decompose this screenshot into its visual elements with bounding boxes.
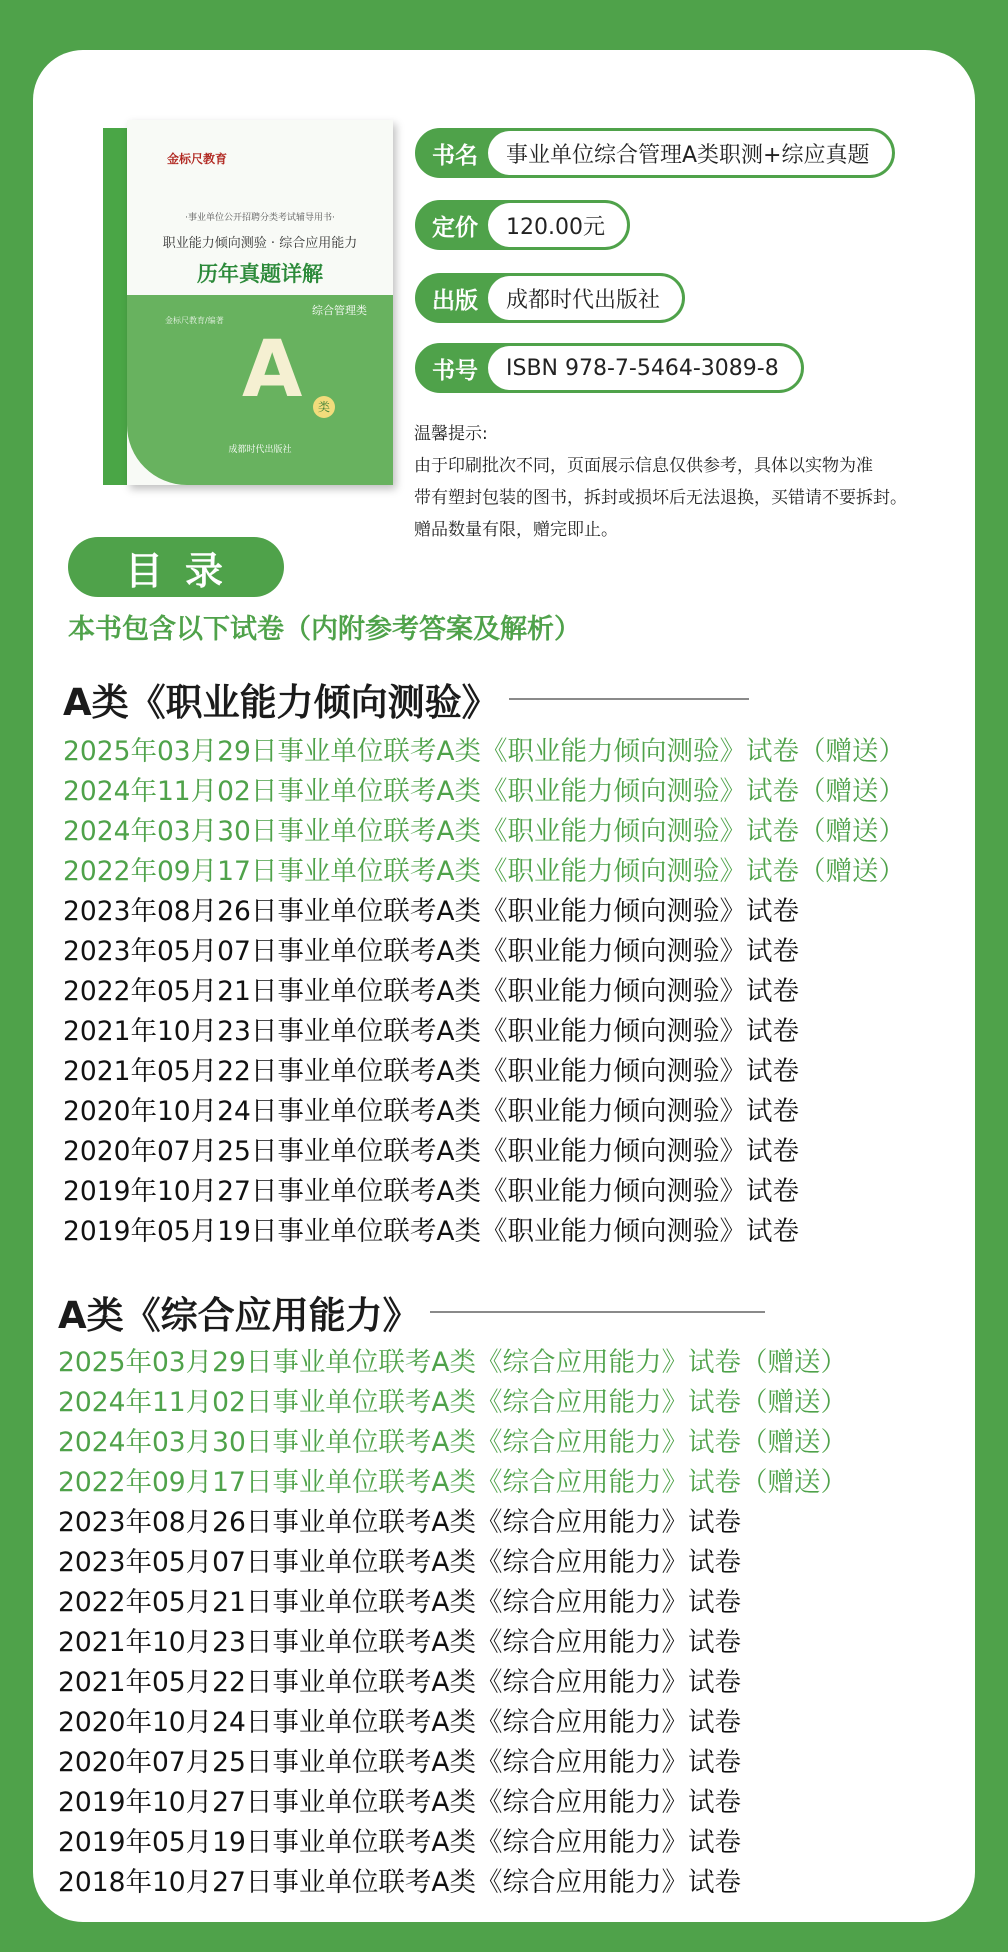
paper-list-item: 2019年05月19日事业单位联考A类《综合应用能力》试卷 [58, 1827, 742, 1858]
book-editor-text: 金标尺教育/编著 [165, 316, 224, 325]
paper-list-aptitude [63, 732, 905, 1252]
book-publisher-text: 成都时代出版社 [228, 445, 292, 455]
info-label: 书号 [432, 357, 478, 384]
notice-line: 带有塑封包装的图书，拆封或损坏后无法退换，买错请不要拆封。 [414, 488, 907, 508]
paper-list-item: 2022年09月17日事业单位联考A类《职业能力倾向测验》试卷（赠送） [63, 856, 906, 887]
book-big-letter: A [242, 325, 303, 415]
paper-list-item: 2023年05月07日事业单位联考A类《综合应用能力》试卷 [58, 1547, 742, 1578]
notice-line: 赠品数量有限，赠完即止。 [414, 520, 618, 540]
book-subject-text: 职业能力倾向测验 · 综合应用能力 [162, 236, 358, 251]
paper-list-item: 2022年09月17日事业单位联考A类《综合应用能力》试卷（赠送） [58, 1467, 848, 1498]
paper-list-item: 2020年10月24日事业单位联考A类《职业能力倾向测验》试卷 [63, 1096, 800, 1127]
paper-list-item: 2019年10月27日事业单位联考A类《职业能力倾向测验》试卷 [63, 1176, 800, 1207]
info-pill [415, 200, 630, 250]
section-heading-comprehensive [58, 1285, 765, 1339]
paper-list-item: 2024年03月30日事业单位联考A类《综合应用能力》试卷（赠送） [58, 1427, 848, 1458]
info-label: 书名 [432, 142, 478, 169]
book-spine [103, 128, 127, 485]
paper-list-item: 2019年05月19日事业单位联考A类《职业能力倾向测验》试卷 [63, 1216, 800, 1247]
section-divider [430, 1311, 765, 1313]
paper-list-item: 2020年07月25日事业单位联考A类《综合应用能力》试卷 [58, 1747, 742, 1778]
paper-list-item: 2024年11月02日事业单位联考A类《综合应用能力》试卷（赠送） [58, 1387, 848, 1418]
notice-line: 由于印刷批次不同，页面展示信息仅供参考，具体以实物为准 [414, 456, 873, 476]
book-front-cover [127, 120, 393, 485]
book-category-text: 综合管理类 [312, 304, 367, 317]
info-pill [415, 343, 804, 393]
paper-list-item: 2021年05月22日事业单位联考A类《综合应用能力》试卷 [58, 1667, 742, 1698]
book-big-letter-suffix: 类 [313, 396, 335, 418]
paper-list-item: 2022年05月21日事业单位联考A类《职业能力倾向测验》试卷 [63, 976, 800, 1007]
info-label: 出版 [432, 287, 478, 314]
paper-list-item: 2023年05月07日事业单位联考A类《职业能力倾向测验》试卷 [63, 936, 800, 967]
paper-list-item: 2023年08月26日事业单位联考A类《职业能力倾向测验》试卷 [63, 896, 800, 927]
paper-list-item: 2024年03月30日事业单位联考A类《职业能力倾向测验》试卷（赠送） [63, 816, 906, 847]
info-value: 事业单位综合管理A类职测+综应真题 [488, 131, 892, 175]
paper-list-item: 2021年10月23日事业单位联考A类《职业能力倾向测验》试卷 [63, 1016, 800, 1047]
section-heading-aptitude [63, 672, 749, 726]
paper-list-item: 2020年07月25日事业单位联考A类《职业能力倾向测验》试卷 [63, 1136, 800, 1167]
paper-list-item: 2024年11月02日事业单位联考A类《职业能力倾向测验》试卷（赠送） [63, 776, 906, 807]
notice-heading: 温馨提示: [414, 424, 488, 444]
section-divider [509, 698, 749, 700]
info-value: 成都时代出版社 [488, 276, 682, 320]
paper-list-item: 2019年10月27日事业单位联考A类《综合应用能力》试卷 [58, 1787, 742, 1818]
info-pill [415, 273, 685, 323]
toc-subtitle: 本书包含以下试卷（内附参考答案及解析） [68, 614, 581, 645]
paper-list-item: 2020年10月24日事业单位联考A类《综合应用能力》试卷 [58, 1707, 742, 1738]
paper-list-item: 2025年03月29日事业单位联考A类《职业能力倾向测验》试卷（赠送） [63, 736, 906, 767]
book-title-text: 历年真题详解 [197, 261, 323, 286]
info-value: ISBN 978-7-5464-3089-8 [488, 346, 801, 390]
paper-list-item: 2022年05月21日事业单位联考A类《综合应用能力》试卷 [58, 1587, 742, 1618]
paper-list-comprehensive [58, 1343, 847, 1903]
paper-list-item: 2021年05月22日事业单位联考A类《职业能力倾向测验》试卷 [63, 1056, 800, 1087]
book-logo: 金标尺教育 [167, 152, 228, 166]
paper-list-item: 2021年10月23日事业单位联考A类《综合应用能力》试卷 [58, 1627, 742, 1658]
info-label: 定价 [432, 214, 478, 241]
info-value: 120.00元 [488, 203, 627, 247]
info-pill [415, 128, 895, 178]
book-series-text: ·事业单位公开招聘分类考试辅导用书· [185, 213, 335, 223]
section-heading-text: A类《职业能力倾向测验》 [63, 681, 499, 724]
paper-list-item: 2023年08月26日事业单位联考A类《综合应用能力》试卷 [58, 1507, 742, 1538]
notice-block [414, 418, 984, 546]
toc-badge: 目录 [68, 537, 284, 597]
section-heading-text: A类《综合应用能力》 [58, 1294, 420, 1337]
paper-list-item: 2018年10月27日事业单位联考A类《综合应用能力》试卷 [58, 1867, 742, 1898]
book-cover-image [103, 120, 393, 485]
paper-list-item: 2025年03月29日事业单位联考A类《综合应用能力》试卷（赠送） [58, 1347, 848, 1378]
